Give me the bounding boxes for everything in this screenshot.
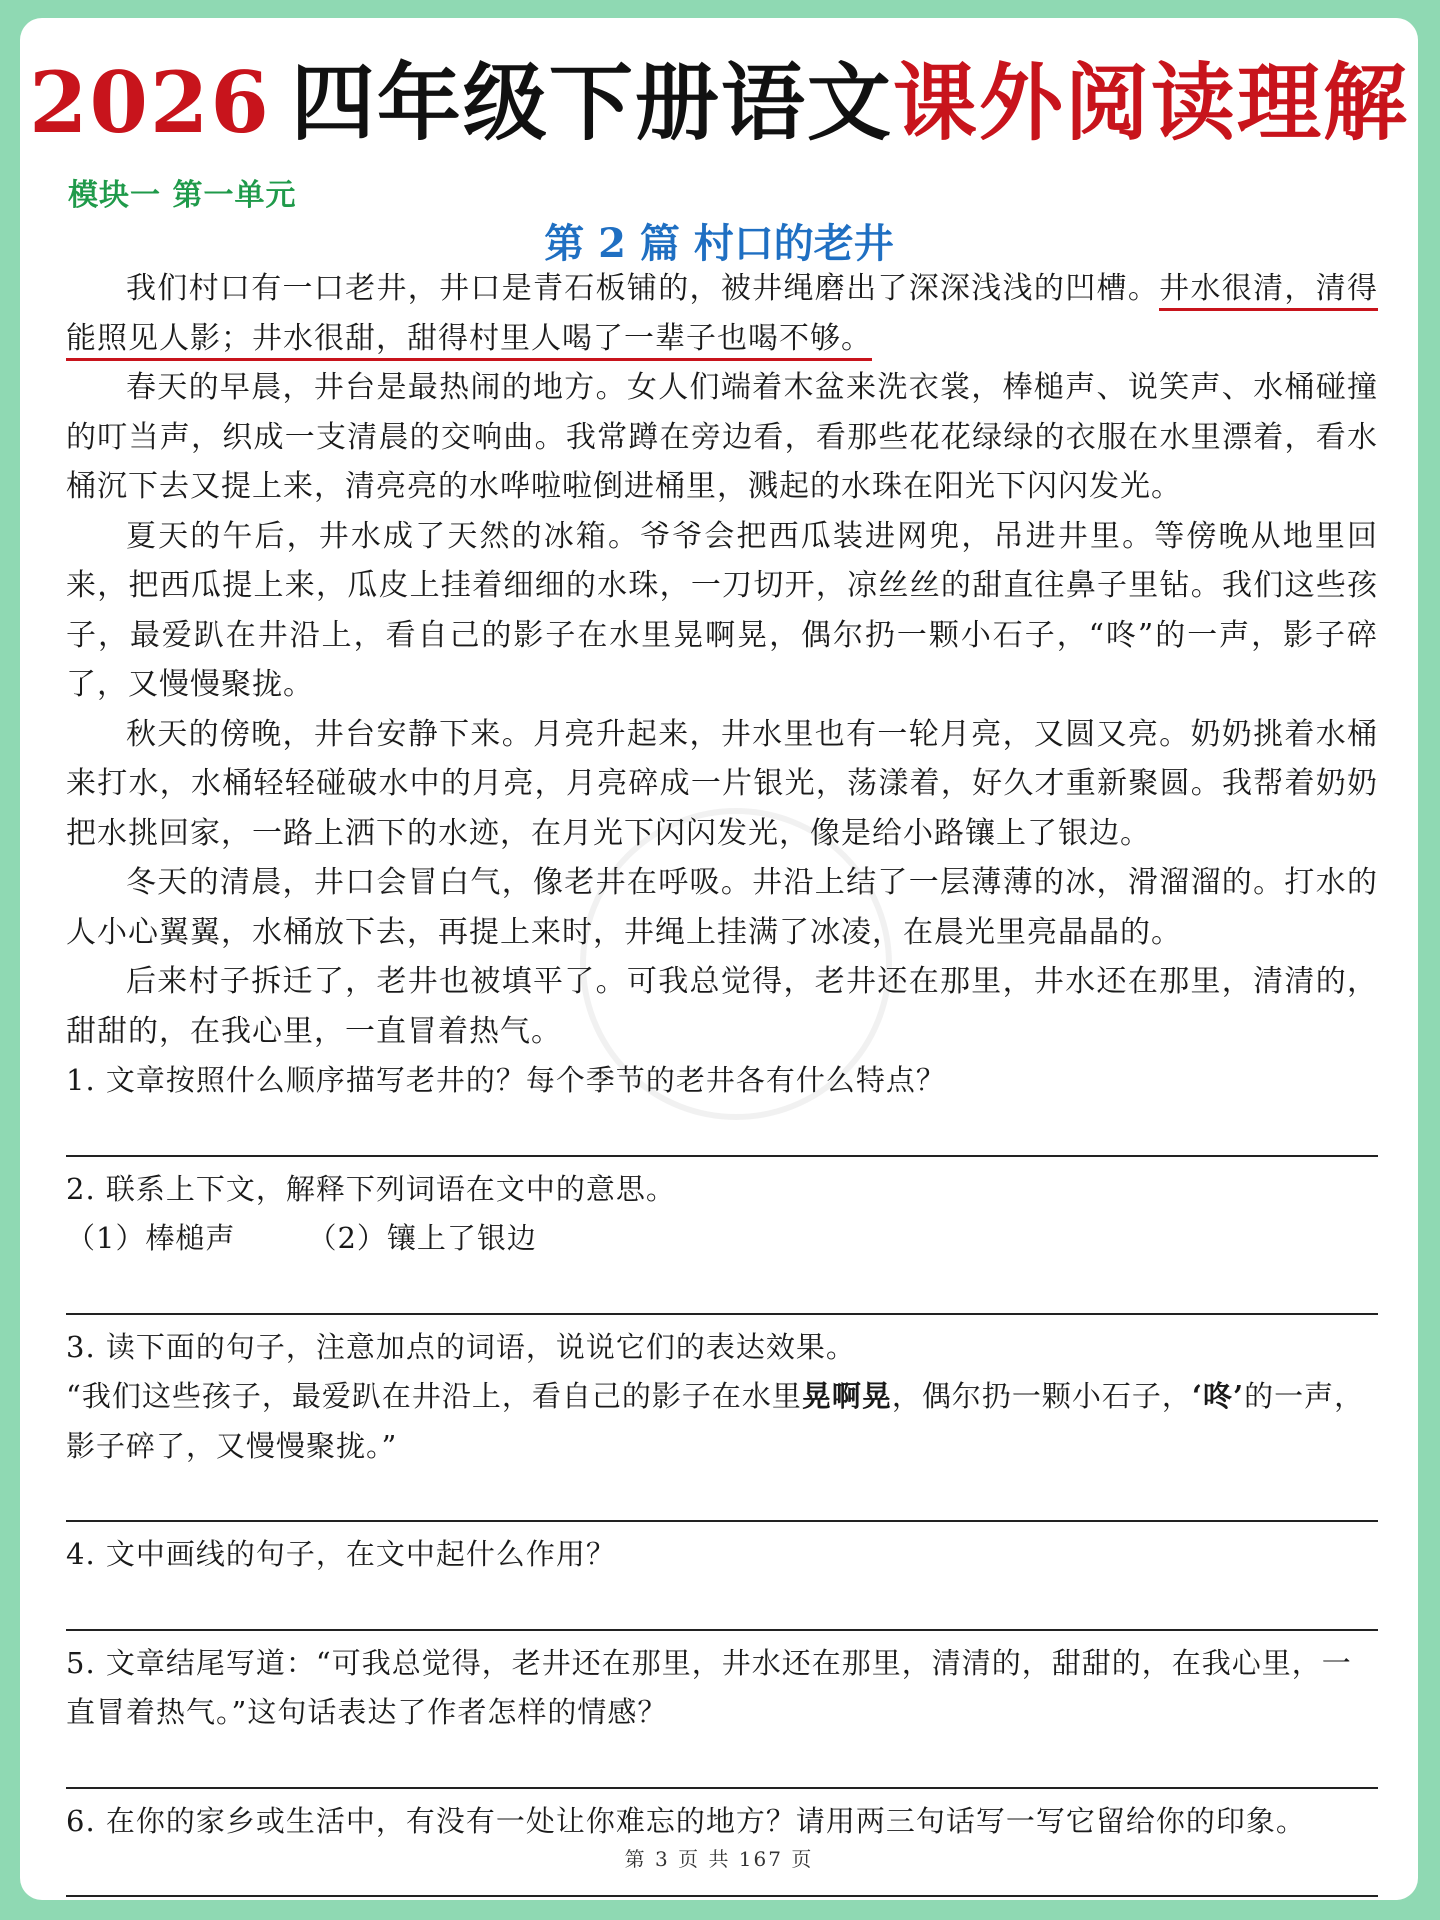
question-1: 1. 文章按照什么顺序描写老井的？每个季节的老井各有什么特点？: [66, 1063, 946, 1097]
paragraph: 冬天的清晨，井口会冒白气，像老井在呼吸。井沿上结了一层薄薄的冰，滑溜溜的。打水的人小心翼翼，水桶放下去，再提上来时，井绳上挂满了冰凌，在晨光里亮晶晶的。: [66, 865, 1378, 950]
paragraph: 春天的早晨，井台是最热闹的地方。女人们端着木盆来洗衣裳，棒槌声、说笑声、水桶碰撞的叮当声，织成一支清晨的交响曲。我常蹲在旁边看，看那些花花绿绿的衣服在水里漂着，看水桶沉下去又提上来，清亮亮的水哗啦啦倒进桶里，溅起的水珠在阳光下闪闪发光。: [66, 370, 1378, 504]
title-grade: 四年级下册语文: [290, 54, 893, 152]
question-6: 6. 在你的家乡或生活中，有没有一处让你难忘的地方？请用两三句话写一写它留给你的印象。: [66, 1803, 1306, 1838]
underlined-sentence: 井水很清，清得能照见人影；井水很甜，甜得村里人喝了一辈子也喝不够。: [66, 271, 1378, 361]
question-4: 4. 文中画线的句子，在文中起什么作用？: [66, 1537, 616, 1571]
question-5: 5. 文章结尾写道：“可我总觉得，老井还在那里，井水还在那里，清清的，甜甜的，在我心里，一直冒着热气。”这句话表达了作者怎样的情感？: [66, 1645, 1352, 1729]
title-subject: 课外阅读理解: [892, 54, 1409, 152]
answer-line[interactable]: [66, 1580, 1378, 1631]
question-2: 2. 联系上下文，解释下列词语在文中的意思。: [66, 1171, 676, 1206]
quote-text: ，偶尔扔一颗小石子，: [891, 1379, 1192, 1413]
page-footer: 第 3 页 共 167 页: [624, 1847, 814, 1871]
paragraph-text: 我们村口有一口老井，井口是青石板铺的，被井绳磨出了深深浅浅的凹槽。: [126, 271, 1160, 306]
title-year: 2026: [29, 53, 271, 152]
paragraph: 夏天的午后，井水成了天然的冰箱。爷爷会把西瓜装进网兜，吊进井里。等傍晚从地里回来，把西瓜提上来，瓜皮上挂着细细的水珠，一刀切开，凉丝丝的甜直往鼻子里钻。我们这些孩子，最爱趴在井沿上，看自己的影子在水里晃啊晃，偶尔扔一颗小石子，“咚”的一声，影子碎了，又慢慢聚拢。: [66, 518, 1378, 702]
answer-line[interactable]: [66, 1738, 1378, 1789]
page-title: [20, 48, 1418, 158]
worksheet-page: [20, 18, 1418, 1900]
answer-line[interactable]: [66, 1471, 1378, 1522]
question-3: 3. 读下面的句子，注意加点的词语，说说它们的表达效果。: [66, 1329, 856, 1364]
passage-title: 第 2 篇 村口的老井: [544, 220, 894, 267]
answer-line[interactable]: [66, 1264, 1378, 1315]
question-2-items: [66, 1214, 1378, 1264]
questions-section: [66, 1056, 1378, 1897]
module-label: 模块一 第一单元: [68, 178, 297, 213]
quote-text: 的一声，影子碎了，又慢慢聚拢。”: [66, 1379, 1365, 1463]
dotted-word: ‘咚’: [1191, 1379, 1245, 1413]
answer-line[interactable]: [66, 1106, 1378, 1157]
dotted-word: 晃啊晃: [801, 1379, 892, 1413]
paragraph: [66, 264, 1378, 363]
question-3-quote: [66, 1372, 1378, 1471]
passage-body: [66, 264, 1378, 1056]
question-2-item-2: （2）镶上了银边: [307, 1221, 537, 1255]
question-2-item-1: （1）棒槌声: [66, 1221, 236, 1255]
paragraph: 后来村子拆迁了，老井也被填平了。可我总觉得，老井还在那里，井水还在那里，清清的，甜甜的，在我心里，一直冒着热气。: [66, 964, 1378, 1049]
paragraph: 秋天的傍晚，井台安静下来。月亮升起来，井水里也有一轮月亮，又圆又亮。奶奶挑着水桶来打水，水桶轻轻碰破水中的月亮，月亮碎成一片银光，荡漾着，好久才重新聚圆。我帮着奶奶把水挑回家，一路上洒下的水迹，在月光下闪闪发光，像是给小路镶上了银边。: [66, 716, 1378, 851]
quote-text: “我们这些孩子，最爱趴在井沿上，看自己的影子在水里: [66, 1379, 802, 1413]
